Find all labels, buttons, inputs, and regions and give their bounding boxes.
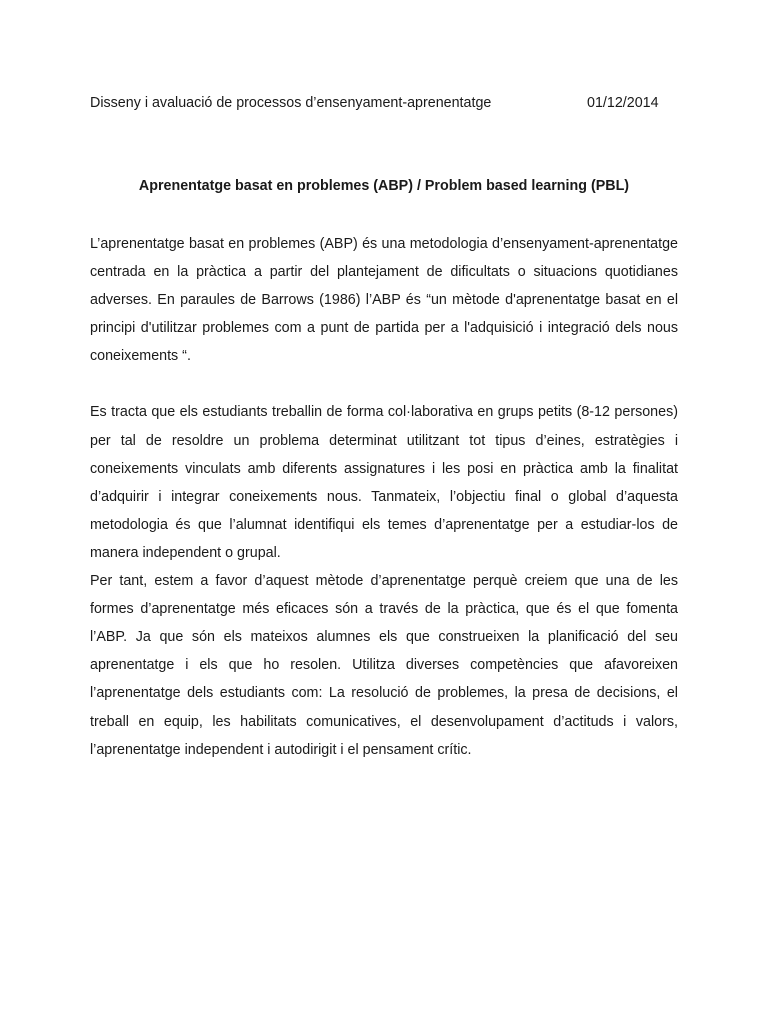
header-date: 01/12/2014 <box>587 95 659 111</box>
paragraph-spacer <box>90 370 678 398</box>
paragraph-2: Es tracta que els estudiants treballin de forma col·laborativa en grups petits (8-12 persones) per tal de resoldre un problema determinat utilitzant tot tipus d’eines, estratègies i coneixements vinculats amb diferents assignatures i les posi en pràctica amb la finalitat d’adquirir i integrar coneixements nous. Tanmateix, l’objectiu final o global d’aquesta metodologia és que l’alumnat identifiqui els temes d’aprenentatge per a estudiar-los de manera independent o grupal. <box>90 404 678 561</box>
course-title: Disseny i avaluació de processos d’ensenyament-aprenentatge <box>90 95 492 111</box>
page-header <box>90 93 680 113</box>
paragraph-3: Per tant, estem a favor d’aquest mètode d’aprenentatge perquè creiem que una de les formes d’aprenentatge més eficaces són a través de la pràctica, que és el que fomenta l’ABP. Ja que són els mateixos alumnes els que construeixen la planificació del seu aprenentatge i els que ho resolen. Utilitza diverses competències que afavoreixen l’aprenentatge dels estudiants com: La resolució de problemes, la presa de decisions, el treball en equip, les habilitats comunicatives, el desenvolupament d’actituds i valors, l’aprenentatge independent i autodirigit i el pensament crític. <box>90 573 678 758</box>
document-body <box>90 230 678 764</box>
document-title: Aprenentatge basat en problemes (ABP) / Problem based learning (PBL) <box>138 178 630 194</box>
paragraph-1: L’aprenentatge basat en problemes (ABP) és una metodologia d’ensenyament-aprenentatge centrada en la pràctica a partir del plantejament de dificultats o situacions quotidianes adverses. En paraules de Barrows (1986) l’ABP és “un mètode d'aprenentatge basat en el principi d'utilitzar problemes com a punt de partida per a l'adquisició i integració dels nous coneixements “. <box>90 236 678 365</box>
